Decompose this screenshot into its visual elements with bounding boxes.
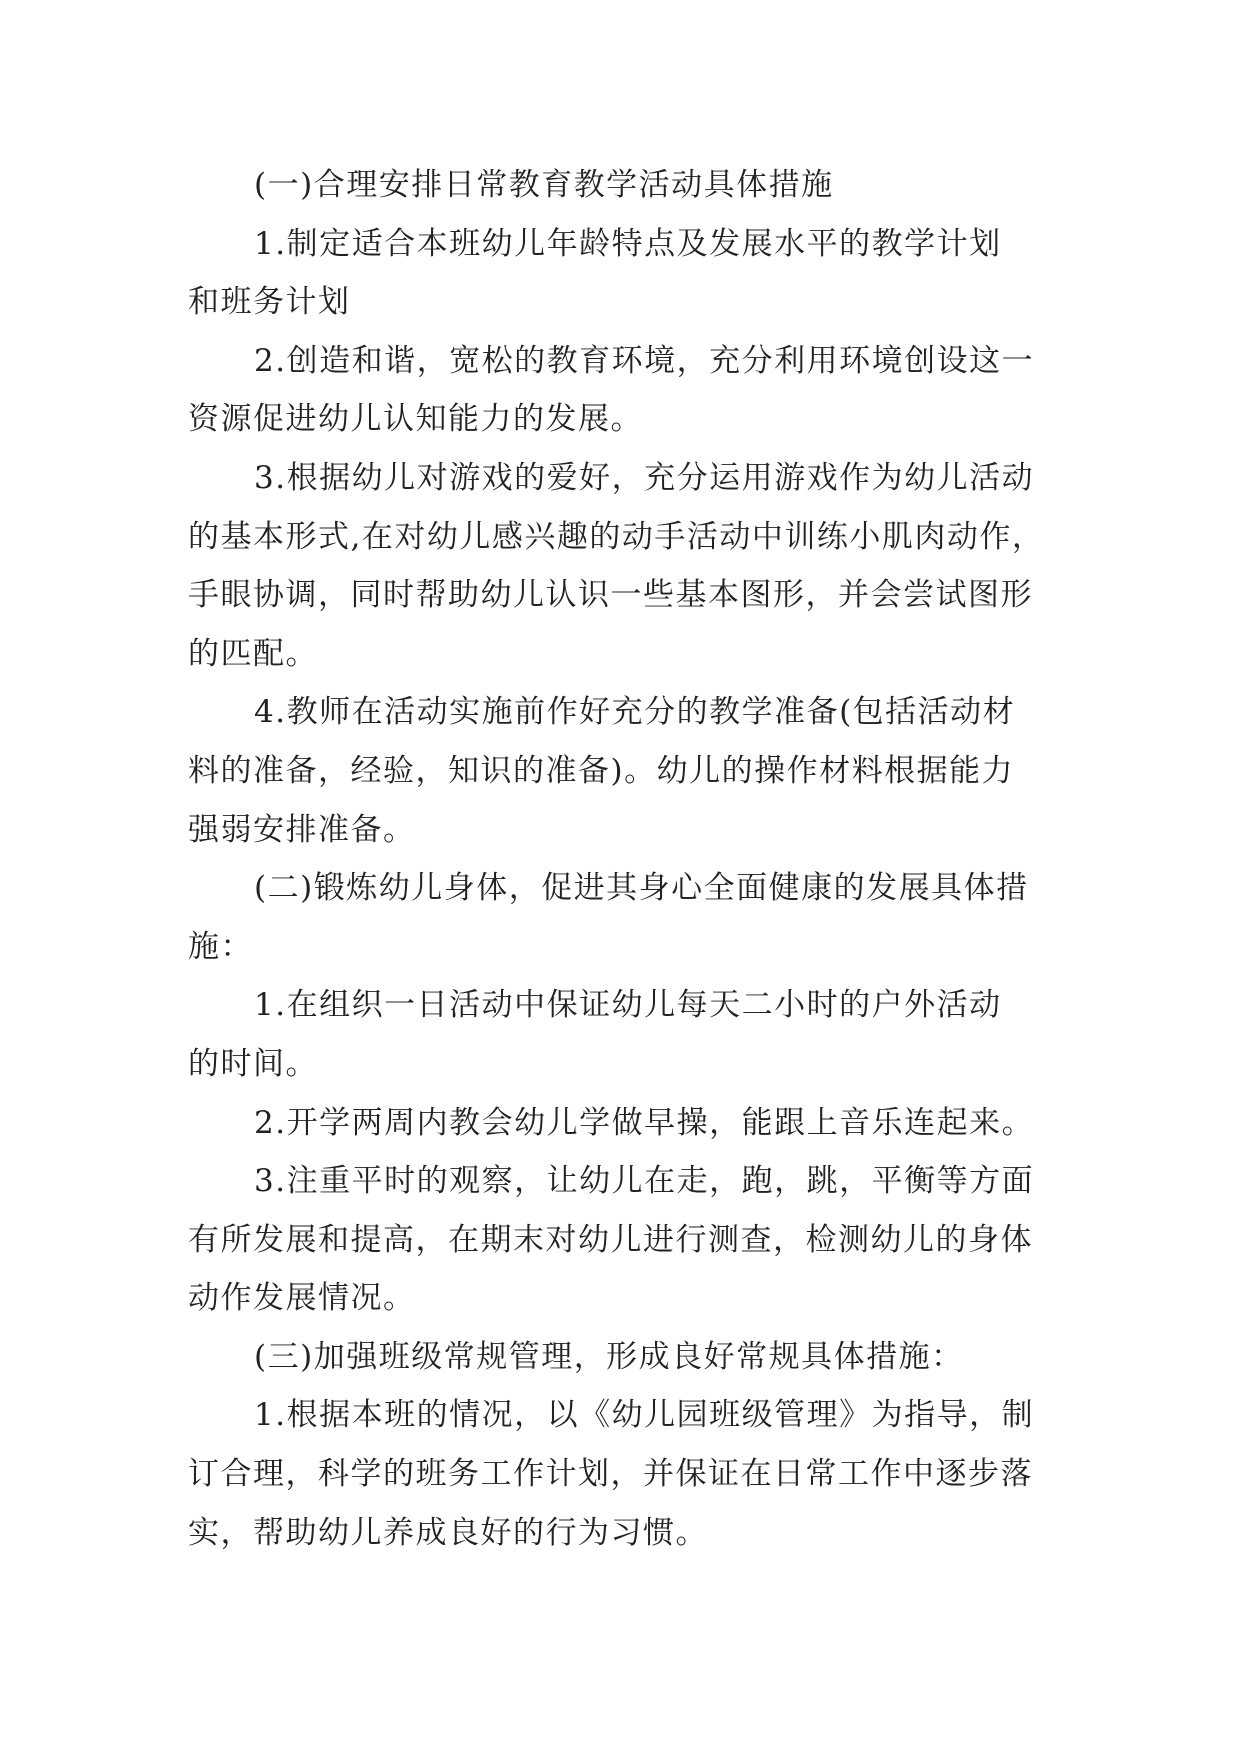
paragraph-line: 有所发展和提高，在期末对幼儿进行测查，检测幼儿的身体: [188, 1221, 1033, 1258]
paragraph-line: 1.在组织一日活动中保证幼儿每天二小时的户外活动: [254, 987, 1002, 1024]
paragraph-line: 和班务计划: [188, 284, 351, 321]
paragraph-line: (三)加强班级常规管理，形成良好常规具体措施：: [254, 1338, 964, 1375]
paragraph-line: 订合理，科学的班务工作计划，并保证在日常工作中逐步落: [188, 1456, 1033, 1493]
paragraph: [188, 156, 1056, 215]
paragraph-line: 施：: [188, 928, 253, 965]
paragraph-line: 3.根据幼儿对游戏的爱好，充分运用游戏作为幼儿活动: [254, 459, 1035, 496]
paragraph-line: 的时间。: [188, 1045, 318, 1082]
paragraph-line: 的基本形式,在对幼儿感兴趣的动手活动中训练小肌肉动作，: [188, 518, 1045, 555]
paragraph-line: 动作发展情况。: [188, 1280, 416, 1317]
paragraph: [188, 1094, 1056, 1153]
paragraph-line: 料的准备，经验，知识的准备)。幼儿的操作材料根据能力: [188, 752, 1015, 789]
paragraph: [188, 683, 1056, 859]
paragraph: [188, 1152, 1056, 1328]
paragraph-line: 强弱安排准备。: [188, 811, 416, 848]
paragraph-line: (二)锻炼幼儿身体，促进其身心全面健康的发展具体措: [254, 870, 1029, 907]
paragraph-line: 3.注重平时的观察，让幼儿在走，跑，跳，平衡等方面: [254, 1163, 1035, 1200]
paragraph: [188, 976, 1056, 1093]
paragraph: [188, 449, 1056, 683]
paragraph-line: 4.教师在活动实施前作好充分的教学准备(包括活动材: [254, 694, 1016, 731]
paragraph-line: 1.根据本班的情况，以《幼儿园班级管理》为指导，制: [254, 1397, 1035, 1434]
paragraph-line: 1.制定适合本班幼儿年龄特点及发展水平的教学计划: [254, 225, 1002, 262]
paragraph: [188, 215, 1056, 332]
paragraph-line: 2.创造和谐，宽松的教育环境，充分利用环境创设这一: [254, 342, 1035, 379]
paragraph: [188, 332, 1056, 449]
paragraph: [188, 859, 1056, 976]
document-body: [188, 156, 1056, 1562]
paragraph: [188, 1328, 1056, 1387]
paragraph: [188, 1386, 1056, 1562]
paragraph-line: 手眼协调，同时帮助幼儿认识一些基本图形，并会尝试图形: [188, 577, 1033, 614]
paragraph-line: 资源促进幼儿认知能力的发展。: [188, 401, 643, 438]
paragraph-line: 的匹配。: [188, 635, 318, 672]
paragraph-line: (一)合理安排日常教育教学活动具体措施: [254, 167, 834, 203]
paragraph-line: 2.开学两周内教会幼儿学做早操，能跟上音乐连起来。: [254, 1104, 1035, 1141]
paragraph-line: 实，帮助幼儿养成良好的行为习惯。: [188, 1514, 708, 1551]
